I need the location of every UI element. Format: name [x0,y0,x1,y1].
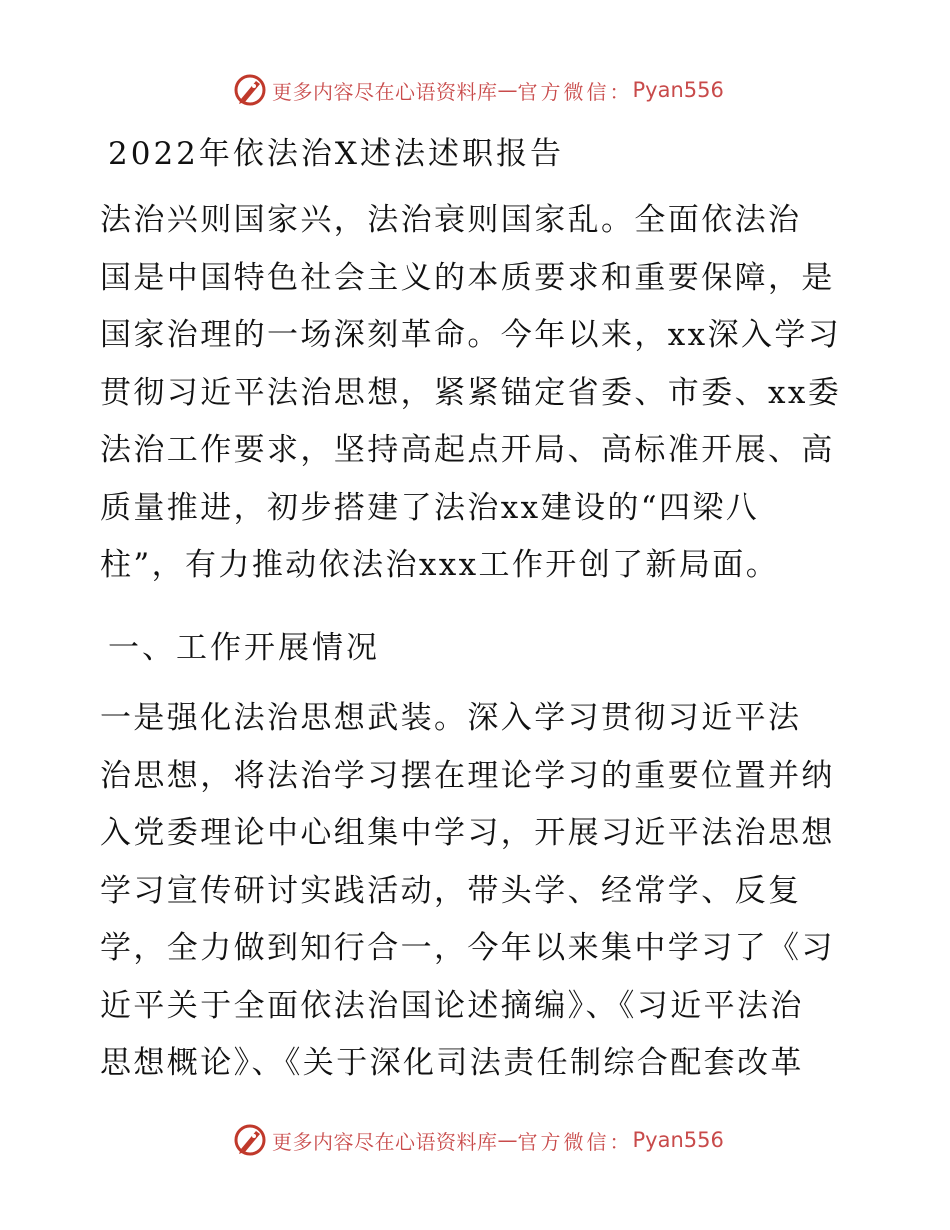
section-line: 近平关于全面依法治国论述摘编》、《习近平法治 [100,987,804,1024]
section-line: 治思想，将法治学习摆在理论学习的重要位置并纳 [100,757,835,794]
section-paragraph [100,690,835,1093]
section-line: 学，全力做到知行合一，今年以来集中学习了《习 [100,930,835,966]
watermark-official-label: 官方微信： [517,1129,633,1154]
watermark-dash: — [497,78,518,102]
pen-logo-icon [232,72,268,108]
section-line: 思想概论》、《关于深化司法责任制综合配套改革 [100,1045,804,1081]
watermark-text: 更多内容尽在心语资料库 [272,1129,498,1154]
watermark-text: 更多内容尽在心语资料库 [272,79,498,104]
watermark-dash: — [497,1128,518,1152]
section-line: 入党委理论中心组集中学习，开展习近平法治思想 [100,815,835,851]
footer-watermark [232,1120,724,1160]
header-watermark [232,70,724,110]
intro-line: 柱”，有力推动依法治xxx工作开创了新局面。 [100,547,780,583]
section-line: 学习宣传研讨实践活动，带头学、经常学、反复 [100,872,802,909]
intro-line: 质量推进，初步搭建了法治xx建设的“四梁八 [100,489,760,526]
pen-logo-icon [232,1122,268,1158]
intro-line: 法治工作要求，坚持高起点开局、高标准开展、高 [100,432,835,468]
intro-line: 国家治理的一场深刻革命。今年以来，xx深入学习 [100,317,842,353]
document-title: 2022年依法治X述法述职报告 [108,136,564,172]
intro-line: 贯彻习近平法治思想，紧紧锚定省委、市委、xx委 [100,374,842,411]
intro-paragraph [100,192,841,595]
intro-line: 法治兴则国家兴，法治衰则国家乱。全面依法治 [100,202,802,238]
intro-line: 国是中国特色社会主义的本质要求和重要保障，是 [100,259,835,296]
watermark-wechat-id: Pyan556 [632,78,724,102]
watermark-official-label: 官方微信： [517,79,633,104]
watermark-wechat-id: Pyan556 [632,1128,724,1152]
section-line: 一是强化法治思想武装。深入学习贯彻习近平法 [100,700,802,736]
section-heading: 一、工作开展情况 [108,630,380,666]
